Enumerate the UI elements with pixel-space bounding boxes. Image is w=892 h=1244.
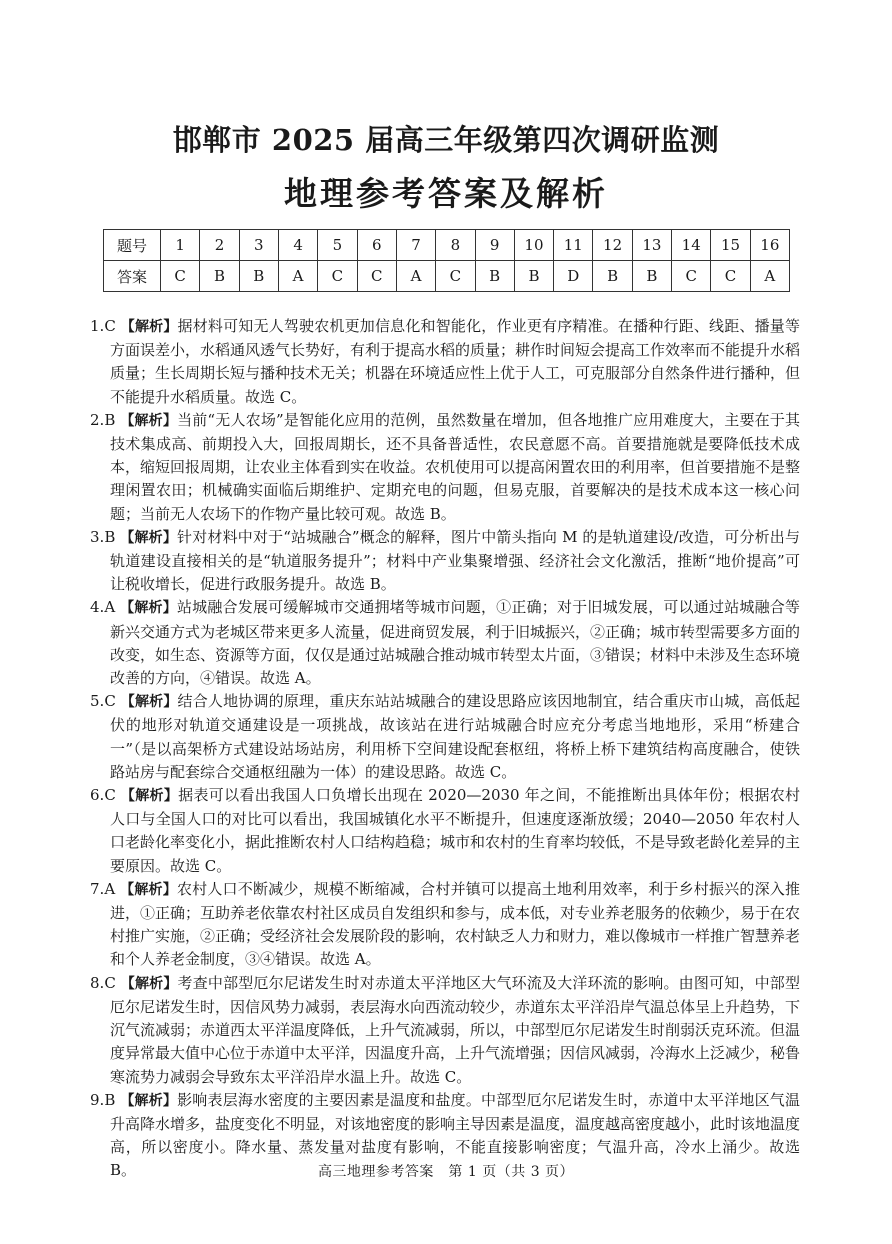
- explanation-tag: 【解析】: [120, 412, 178, 429]
- explanation-item: [90, 690, 800, 784]
- explanation-text: 站城融合发展可缓解城市交通拥堵等城市问题，①正确；对于旧城发展，可以通过站城融合等新兴交通方式为老城区带来更多人流量，促进商贸发展，利于旧城振兴，②正确；城市转型需要多方面的改变，如生态、资源等方面，仅仅是通过站城融合推动城市转型太片面，③错误；材料中未涉及生态环境改善的方向，④错误。故选 A。: [110, 598, 801, 688]
- answer-cell: C: [436, 261, 475, 292]
- answer-row: [104, 261, 790, 292]
- question-number-cell: 15: [711, 230, 750, 261]
- explanation-text: 针对材料中对于“站城融合”概念的解释，图片中箭头指向 M 的是轨道建设/改造，可分析出与轨道建设直接相关的是“轨道服务提升”；材料中产业集聚增强、经济社会文化激活，推断“地价提高”可让税收增长，促进行政服务提升。故选 B。: [110, 527, 800, 594]
- question-number-cell: 8: [436, 230, 475, 261]
- answer-cell: C: [711, 261, 750, 292]
- explanation-number: 9.: [90, 1090, 105, 1109]
- answer-table: [103, 229, 790, 292]
- question-number-cell: 2: [200, 230, 239, 261]
- answer-cell: B: [200, 261, 239, 292]
- explanation-item: [90, 596, 800, 690]
- answer-cell: D: [554, 261, 593, 292]
- explanation-answer: B: [104, 527, 116, 546]
- answer-cell: C: [161, 261, 200, 292]
- explanation-item: [90, 315, 800, 409]
- answer-cell: B: [632, 261, 671, 292]
- row-header-question-number: 题号: [104, 230, 161, 261]
- question-number-cell: 11: [554, 230, 593, 261]
- question-number-cell: 10: [514, 230, 553, 261]
- answer-cell: B: [593, 261, 632, 292]
- explanation-item: [90, 409, 800, 526]
- explanation-text: 据材料可知无人驾驶农机更加信息化和智能化，作业更有序精准。在播种行距、线距、播量等方面误差小，水稻通风透气长势好，有利于提高水稻的质量；耕作时间短会提高工作效率而不能提升水稻质量；生长周期长短与播种技术无关；机器在环境适应性上优于人工，可克服部分自然条件进行播种，但不能提升水稻质量。故选 C。: [110, 317, 801, 406]
- page-footer: 高三地理参考答案 第 1 页（共 3 页）: [317, 1164, 575, 1180]
- explanation-answer: C: [104, 692, 116, 711]
- answer-cell: A: [278, 261, 317, 292]
- explanation-item: [90, 526, 800, 597]
- question-number-cell: 6: [357, 230, 396, 261]
- explanation-tag: 【解析】: [120, 975, 178, 992]
- explanation-tag: 【解析】: [120, 881, 177, 898]
- question-number-cell: 1: [161, 230, 200, 261]
- question-number-cell: 16: [750, 230, 789, 261]
- explanation-tag: 【解析】: [120, 1092, 178, 1109]
- question-number-cell: 12: [593, 230, 632, 261]
- explanation-tag: 【解析】: [120, 788, 179, 805]
- explanation-number: 8.: [90, 973, 105, 992]
- answer-cell: A: [750, 261, 789, 292]
- explanation-item: [90, 878, 800, 972]
- question-number-cell: 14: [672, 230, 711, 261]
- explanation-number: 4.: [90, 598, 105, 617]
- answer-cell: B: [514, 261, 553, 292]
- explanation-answer: C: [104, 317, 116, 335]
- question-number-row: [104, 230, 790, 261]
- explanation-number: 3.: [90, 527, 105, 546]
- explanation-tag: 【解析】: [120, 694, 178, 711]
- explanation-number: 7.: [90, 879, 105, 898]
- explanation-number: 2.: [90, 410, 105, 429]
- question-number-cell: 5: [318, 230, 357, 261]
- answer-cell: C: [357, 261, 396, 292]
- row-header-answer: 答案: [104, 261, 161, 292]
- explanation-answer: C: [104, 786, 116, 805]
- explanation-answer: C: [104, 973, 116, 992]
- question-number-cell: 4: [278, 230, 317, 261]
- explanation-answer: A: [104, 598, 116, 617]
- explanation-text: 据表可以看出我国人口负增长出现在 2020—2030 年之间，不能推断出具体年份；根据农村人口与全国人口的对比可以看出，我国城镇化水平不断提升，但速度逐渐放缓；2040—2050 年农村人口老龄化率变化小，据此推断农村人口结构趋稳；城市和农村的生育率均较低，不是导致老龄化差异的主要原因。故选 C。: [110, 786, 801, 875]
- explanation-text: 结合人地协调的原理，重庆东站站城融合的建设思路应该因地制宜，结合重庆市山城，高低起伏的地形对轨道交通建设是一项挑战，故该站在进行站城融合时应充分考虑当地地形，采用“桥建合一”（是以高架桥方式建设站场站房，利用桥下空间建设配套枢纽，将桥上桥下建筑结构高度融合，使铁路站房与配套综合交通枢纽融为一体）的建设思路。故选 C。: [110, 692, 800, 781]
- answer-cell: A: [396, 261, 435, 292]
- explanation-tag: 【解析】: [120, 600, 177, 617]
- explanation-number: 1.: [90, 317, 105, 335]
- answer-cell: B: [475, 261, 514, 292]
- explanation-answer: B: [104, 410, 116, 429]
- answer-cell: B: [239, 261, 278, 292]
- explanation-text: 考查中部型厄尔尼诺发生时对赤道太平洋地区大气环流及大洋环流的影响。由图可知，中部型厄尔尼诺发生时，因信风势力减弱，表层海水向西流动较少，赤道东太平洋沿岸气温总体呈上升趋势，下沉气流减弱；赤道西太平洋温度降低，上升气流减弱，所以，中部型厄尔尼诺发生时削弱沃克环流。但温度异常最大值中心位于赤道中太平洋，因温度升高，上升气流增强；因信风减弱，冷海水上泛减少，秘鲁寒流势力减弱会导致东太平洋沿岸水温上升。故选 C。: [110, 973, 801, 1086]
- explanation-tag: 【解析】: [120, 319, 178, 335]
- question-number-cell: 13: [632, 230, 671, 261]
- question-number-cell: 7: [396, 230, 435, 261]
- explanation-number: 5.: [90, 692, 105, 711]
- explanation-item: [90, 972, 800, 1089]
- question-number-cell: 9: [475, 230, 514, 261]
- explanation-text: 影响表层海水密度的主要因素是温度和盐度。中部型厄尔尼诺发生时，赤道中太平洋地区气温升高降水增多，盐度变化不明显，对该地密度的影响主导因素是温度，温度越高密度越小，此时该地温度高，所以密度小。降水量、蒸发量对盐度有影响，不能直接影响密度；气温升高，冷水上涌少。故选 B。: [110, 1090, 801, 1180]
- explanation-tag: 【解析】: [120, 529, 178, 546]
- answer-cell: C: [672, 261, 711, 292]
- explanation-list: [90, 315, 800, 1183]
- explanation-text: 农村人口不断减少，规模不断缩减，合村并镇可以提高土地利用效率，利于乡村振兴的深入推进，①正确；互助养老依靠农村社区成员自发组织和参与，成本低，对专业养老服务的依赖少，易于在农村推广实施，②正确；受经济社会发展阶段的影响，农村缺乏人力和财力，难以像城市一样推广智慧养老和个人养老金制度，③④错误。故选 A。: [110, 879, 801, 969]
- explanation-answer: B: [104, 1090, 116, 1109]
- explanation-item: [90, 784, 800, 878]
- answer-cell: C: [318, 261, 357, 292]
- document-title: 邯郸市 2025 届高三年级第四次调研监测: [172, 123, 720, 157]
- document-subtitle: 地理参考答案及解析: [284, 174, 608, 213]
- question-number-cell: 3: [239, 230, 278, 261]
- explanation-text: 当前“无人农场”是智能化应用的范例，虽然数量在增加，但各地推广应用难度大，主要在于其技术集成高、前期投入大，回报周期长，还不具备普适性，农民意愿不高。首要措施就是要降低技术成本，缩短回报周期，让农业主体看到实在收益。农机使用可以提高闲置农田的利用率，但首要措施不是整理闲置农田；机械确实面临后期维护、定期充电的问题，但易克服，首要解决的是技术成本这一核心问题；当前无人农场下的作物产量比较可观。故选 B。: [110, 410, 801, 523]
- explanation-answer: A: [104, 879, 116, 898]
- explanation-number: 6.: [90, 786, 105, 805]
